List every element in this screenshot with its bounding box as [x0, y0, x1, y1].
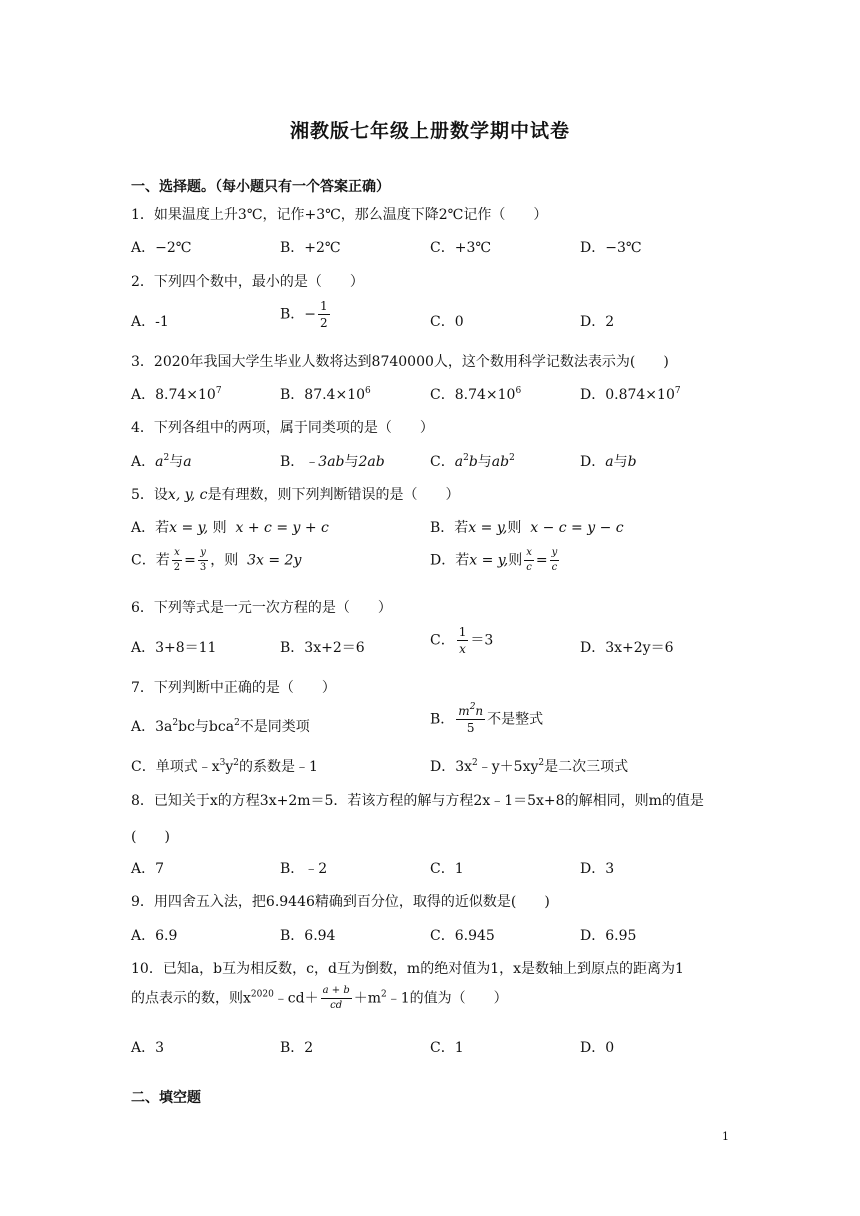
q2-option-d: D．2 [580, 314, 615, 330]
base: C．8.74×10 [430, 387, 516, 403]
q6-option-b [280, 637, 365, 657]
fraction-numerator: x [524, 548, 534, 561]
fraction-numerator: x [172, 548, 182, 561]
q5-option-b [430, 517, 624, 537]
q1-option-c: C．+3℃ [430, 240, 492, 256]
term: a [155, 454, 164, 470]
then: 则 [507, 520, 522, 536]
question-10-line-1: 10．已知a，b互为相反数，c，d互为倒数，m的绝对值为1，x是数轴上到原点的距离为1 [131, 961, 684, 977]
section-heading-choice: 一、选择题。（每小题只有一个答案正确） [131, 179, 390, 195]
result: 3x = 2y [247, 552, 302, 569]
q2-option-c: C．0 [430, 314, 464, 330]
connector: 与 [169, 454, 184, 470]
term: n [475, 704, 484, 718]
exponent: 7 [215, 386, 222, 396]
question-10-line-2 [131, 986, 731, 1011]
q3-option-c [430, 384, 521, 404]
fraction-numerator: 1 [320, 299, 328, 313]
q8-option-c: C．1 [430, 861, 464, 877]
term: ﹣3ab [304, 454, 345, 470]
q10-option-c: C．1 [430, 1040, 464, 1056]
q9-option-d: D．6.95 [580, 928, 637, 944]
term: a [454, 454, 464, 470]
exponent: 7 [674, 386, 681, 396]
question-9-stem: 9．用四舍五入法，把6.9446精确到百分位，取得的近似数是( ) [131, 894, 550, 910]
label: B． [280, 640, 305, 656]
q10-option-a: A．3 [131, 1040, 165, 1056]
fraction-denominator: 3 [199, 562, 207, 573]
condition: x = y, [469, 552, 509, 569]
base: A．8.74×10 [131, 387, 216, 403]
exponent: 6 [365, 386, 371, 396]
fraction-denominator: 2 [320, 316, 328, 330]
fraction-numerator: a + b [321, 986, 352, 999]
then: ，则 [210, 552, 239, 569]
q3-option-d [580, 384, 681, 404]
fraction-numerator: 1 [458, 625, 467, 639]
q10-option-b: B．2 [280, 1040, 314, 1056]
connector: 与 [613, 454, 628, 470]
q5-option-d [430, 548, 561, 573]
q3-option-b [280, 384, 371, 404]
term: a [183, 454, 192, 470]
exponent: 2 [381, 989, 387, 1000]
label: D． [580, 454, 606, 470]
label: C． [430, 632, 455, 649]
question-1-stem: 1．如果温度上升3℃，记作+3℃，那么温度下降2℃记作（ ） [131, 207, 548, 223]
exponent: 2 [172, 718, 179, 728]
q7-option-a [131, 716, 310, 736]
text: ＋m [353, 990, 382, 1007]
equals: = [184, 552, 196, 569]
exponent: 2 [509, 453, 515, 463]
term: b [468, 454, 478, 470]
fraction [172, 548, 182, 573]
text: ﹣1的值为（ ） [386, 990, 508, 1007]
text: 是二次三项式 [544, 759, 629, 775]
term: ab [491, 454, 510, 470]
q6-option-a: A．3+8＝11 [131, 640, 217, 656]
fraction-denominator: c [551, 562, 558, 573]
text: 的点表示的数，则x [131, 990, 251, 1007]
q4-option-a [131, 451, 192, 471]
q6-option-c [430, 626, 493, 655]
exponent: 3 [219, 758, 226, 768]
fraction [457, 626, 469, 655]
page-number: 1 [722, 1130, 729, 1143]
fraction-numerator: y [550, 548, 560, 561]
q2-option-a: A．-1 [131, 314, 169, 330]
fraction [321, 986, 352, 1011]
fraction [550, 548, 560, 573]
q1-option-a: A．−2℃ [131, 240, 192, 256]
term: a [605, 454, 614, 470]
fraction-numerator [456, 702, 485, 720]
label: C．若 [131, 552, 170, 569]
text: 不是同类项 [239, 719, 310, 735]
q2-option-b-fraction [318, 300, 330, 329]
term: 2ab [358, 454, 385, 470]
label: B． [430, 711, 455, 728]
q7-option-c [131, 756, 318, 776]
q8-option-d: D．3 [580, 861, 615, 877]
q1-option-d: D．−3℃ [580, 240, 642, 256]
q10-option-d: D．0 [580, 1040, 615, 1056]
q6-option-d [580, 637, 674, 657]
q9-option-b: B．6.94 [280, 928, 336, 944]
page-title: 湘教版七年级上册数学期中试卷 [289, 120, 570, 142]
question-7-stem: 7．下列判断中正确的是（ ） [131, 680, 336, 696]
exponent: 2 [163, 453, 170, 463]
stem-suffix: 是有理数，则下列判断错误的是（ ） [207, 487, 460, 503]
exponent: 2 [234, 718, 240, 728]
text: ﹣y＋5xy [477, 759, 539, 775]
q2-option-b-label: B．− [280, 306, 317, 323]
fraction-denominator: c [526, 562, 532, 573]
q8-option-b: B．﹣2 [280, 861, 328, 877]
label: C． [430, 454, 455, 470]
fraction-denominator: 2 [173, 562, 181, 573]
expression: 3x+2y＝6 [605, 640, 674, 656]
fraction-denominator: cd [330, 1000, 343, 1011]
result: x + c = y + c [235, 520, 329, 536]
result: x − c = y − c [530, 520, 624, 536]
expression-rest: ＝3 [470, 632, 494, 649]
fraction-numerator: y [198, 548, 208, 561]
then: 则 [508, 552, 523, 569]
fraction-denominator: 5 [466, 721, 475, 735]
label: B． [280, 454, 305, 470]
exponent: 2 [538, 758, 545, 768]
q7-option-d [430, 756, 628, 776]
exponent: 6 [515, 386, 522, 396]
text: bc与bca [178, 719, 235, 735]
label: D．若 [430, 552, 470, 569]
term: m [458, 704, 470, 718]
question-6-stem: 6．下列等式是一元一次方程的是（ ） [131, 600, 392, 616]
q5-option-a [131, 517, 329, 537]
connector: 与 [477, 454, 492, 470]
base: D．0.874×10 [580, 387, 675, 403]
q1-option-b: B．+2℃ [280, 240, 341, 256]
condition: x = y, [468, 520, 508, 536]
label: B．若 [430, 520, 469, 536]
text: ﹣cd＋ [273, 990, 319, 1007]
expression: 3x+2＝6 [304, 640, 365, 656]
text: 不是整式 [487, 711, 544, 728]
question-5-stem [131, 484, 731, 504]
then: 则 [212, 520, 227, 536]
fraction-denominator: x [459, 642, 466, 656]
text: A．3a [131, 719, 173, 735]
q9-option-a: A．6.9 [131, 928, 178, 944]
question-8-stem: 8．已知关于x的方程3x+2m＝5．若该方程的解与方程2x﹣1＝5x+8的解相同，则m的值是( ) [131, 793, 704, 845]
exponent: 2 [472, 758, 478, 768]
equals: = [535, 552, 548, 569]
section-heading-fill-in: 二、填空题 [131, 1090, 201, 1106]
q2-option-b [280, 300, 332, 329]
label: A． [131, 454, 156, 470]
exponent: 2 [463, 453, 469, 463]
fraction [524, 548, 534, 573]
q9-option-c: C．6.945 [430, 928, 495, 944]
stem-prefix: 5．设 [131, 487, 168, 503]
question-2-stem: 2．下列四个数中，最小的是（ ） [131, 274, 364, 290]
q7-option-b [430, 702, 544, 735]
exponent: 2020 [250, 989, 274, 1000]
text: 的系数是﹣1 [239, 759, 318, 775]
base: B．87.4×10 [280, 387, 366, 403]
question-4-stem: 4．下列各组中的两项，属于同类项的是（ ） [131, 420, 434, 436]
label: A．若 [131, 520, 170, 536]
q4-option-d [580, 451, 637, 471]
q5-option-c [131, 548, 301, 573]
condition: x = y, [169, 520, 209, 536]
question-3-stem: 3．2020年我国大学生毕业人数将达到8740000人，这个数用科学记数法表示为( ) [131, 354, 669, 370]
fraction [198, 548, 208, 573]
text: y [225, 759, 234, 775]
q4-option-b [280, 451, 385, 471]
text: D．3x [430, 759, 473, 775]
variables: x, y, c [167, 487, 208, 503]
exponent: 2 [469, 702, 476, 712]
connector: 与 [344, 454, 359, 470]
term: b [627, 454, 637, 470]
fraction [456, 702, 485, 735]
text: C．单项式﹣x [131, 759, 220, 775]
q4-option-c [430, 451, 515, 471]
q3-option-a [131, 384, 222, 404]
q8-option-a: A．7 [131, 861, 165, 877]
exponent: 2 [233, 758, 239, 768]
label: D． [580, 640, 606, 656]
